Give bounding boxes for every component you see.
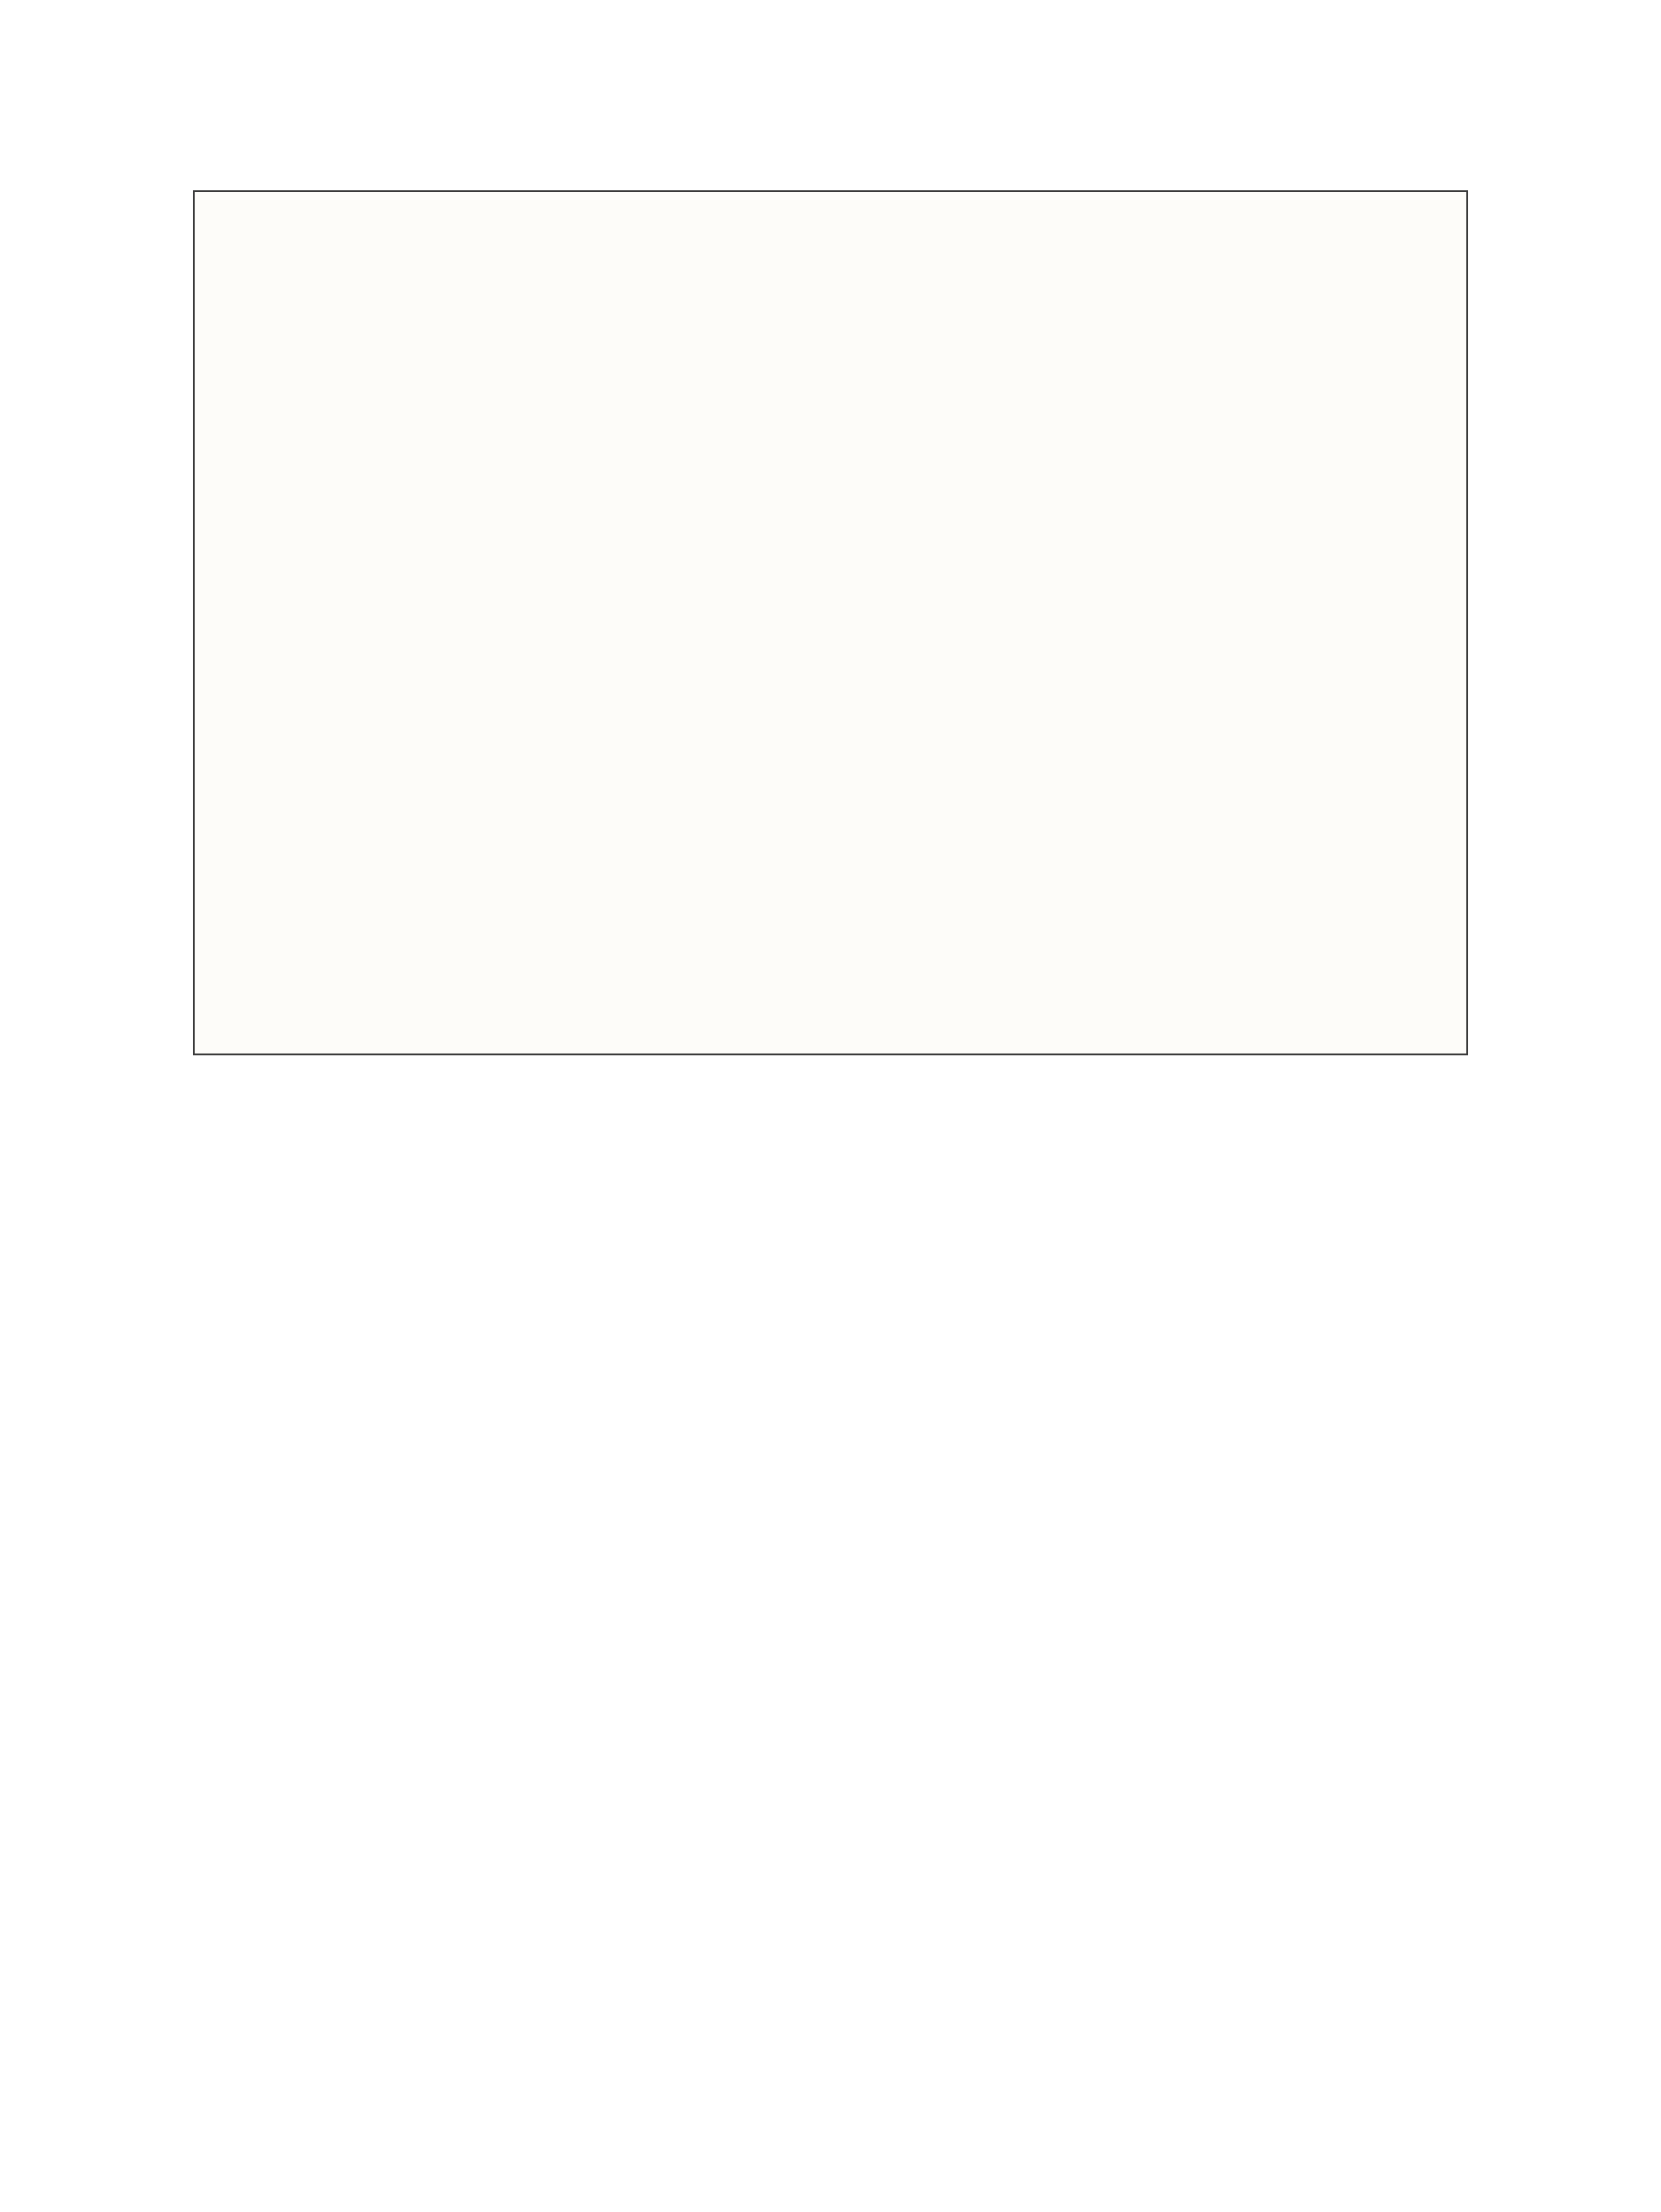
cascina-bolla-pen-drawing (195, 192, 1466, 1054)
figure-illustration (193, 190, 1468, 1055)
